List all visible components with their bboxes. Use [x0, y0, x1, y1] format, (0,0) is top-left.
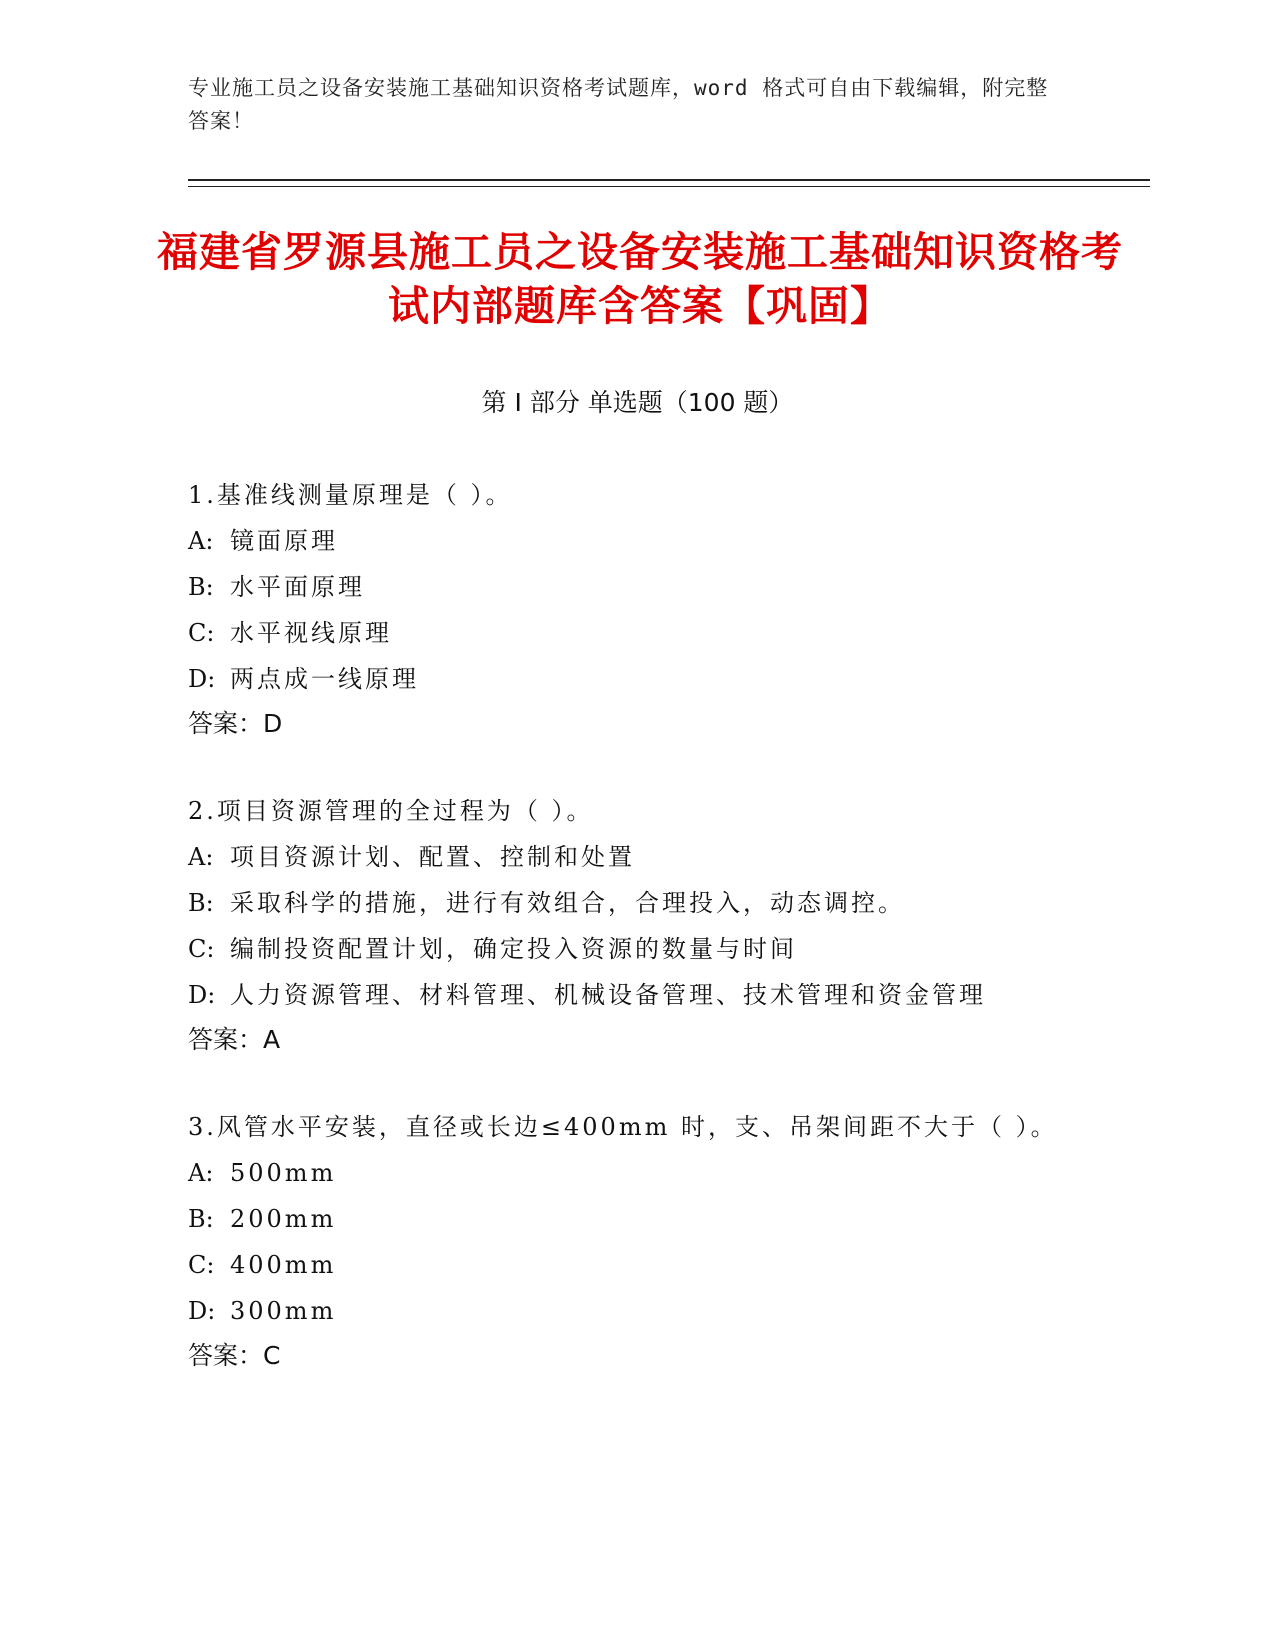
option-text: 编制投资配置计划，确定投入资源的数量与时间	[230, 935, 797, 963]
option-letter: D:	[188, 1297, 216, 1325]
option-letter: C:	[188, 619, 215, 647]
option-letter: B:	[188, 1205, 214, 1233]
option-b	[188, 880, 1068, 926]
question-stem: 1.基准线测量原理是（ ）。	[188, 481, 513, 509]
option-letter: A:	[188, 843, 214, 871]
question-2	[188, 788, 1068, 1062]
option-c	[188, 1242, 1068, 1288]
option-text: 镜面原理	[230, 527, 338, 555]
option-c	[188, 610, 1068, 656]
document-title: 福建省罗源县施工员之设备安装施工基础知识资格考试内部题库含答案【巩固】	[157, 228, 1123, 330]
header-divider-thin	[188, 186, 1150, 187]
option-letter: D:	[188, 981, 216, 1009]
header-note: 专业施工员之设备安装施工基础知识资格考试题库，word 格式可自由下载编辑，附完整答案！	[188, 76, 1049, 133]
option-text: 人力资源管理、材料管理、机械设备管理、技术管理和资金管理	[230, 981, 986, 1009]
option-letter: D:	[188, 665, 216, 693]
option-text: 两点成一线原理	[230, 665, 419, 693]
option-b	[188, 564, 1068, 610]
option-text: 500mm	[230, 1159, 337, 1187]
option-text: 水平视线原理	[230, 619, 392, 647]
option-text: 项目资源计划、配置、控制和处置	[230, 843, 635, 871]
question-3	[188, 1104, 1068, 1378]
option-a	[188, 518, 1068, 564]
option-text: 水平面原理	[230, 573, 365, 601]
option-letter: B:	[188, 889, 214, 917]
option-a	[188, 1150, 1068, 1196]
section-heading: 第 I 部分 单选题（100 题）	[481, 388, 794, 417]
answer-line: 答案：D	[188, 709, 283, 738]
option-text: 200mm	[230, 1205, 337, 1233]
option-d	[188, 656, 1068, 702]
header-divider-thick	[188, 179, 1150, 181]
option-text: 采取科学的措施，进行有效组合，合理投入，动态调控。	[230, 889, 905, 917]
answer-line: 答案：A	[188, 1025, 281, 1054]
option-c	[188, 926, 1068, 972]
option-letter: A:	[188, 1159, 214, 1187]
option-d	[188, 972, 1068, 1018]
option-letter: A:	[188, 527, 214, 555]
option-letter: C:	[188, 935, 215, 963]
answer-line: 答案：C	[188, 1341, 281, 1370]
option-letter: B:	[188, 573, 214, 601]
question-list	[188, 472, 1068, 1420]
option-text: 400mm	[230, 1251, 337, 1279]
question-stem: 3.风管水平安装，直径或长边≤400mm 时，支、吊架间距不大于（ ）。	[188, 1113, 1058, 1141]
option-d	[188, 1288, 1068, 1334]
option-text: 300mm	[230, 1297, 337, 1325]
option-letter: C:	[188, 1251, 215, 1279]
question-stem: 2.项目资源管理的全过程为（ ）。	[188, 797, 594, 825]
option-b	[188, 1196, 1068, 1242]
question-1	[188, 472, 1068, 746]
option-a	[188, 834, 1068, 880]
